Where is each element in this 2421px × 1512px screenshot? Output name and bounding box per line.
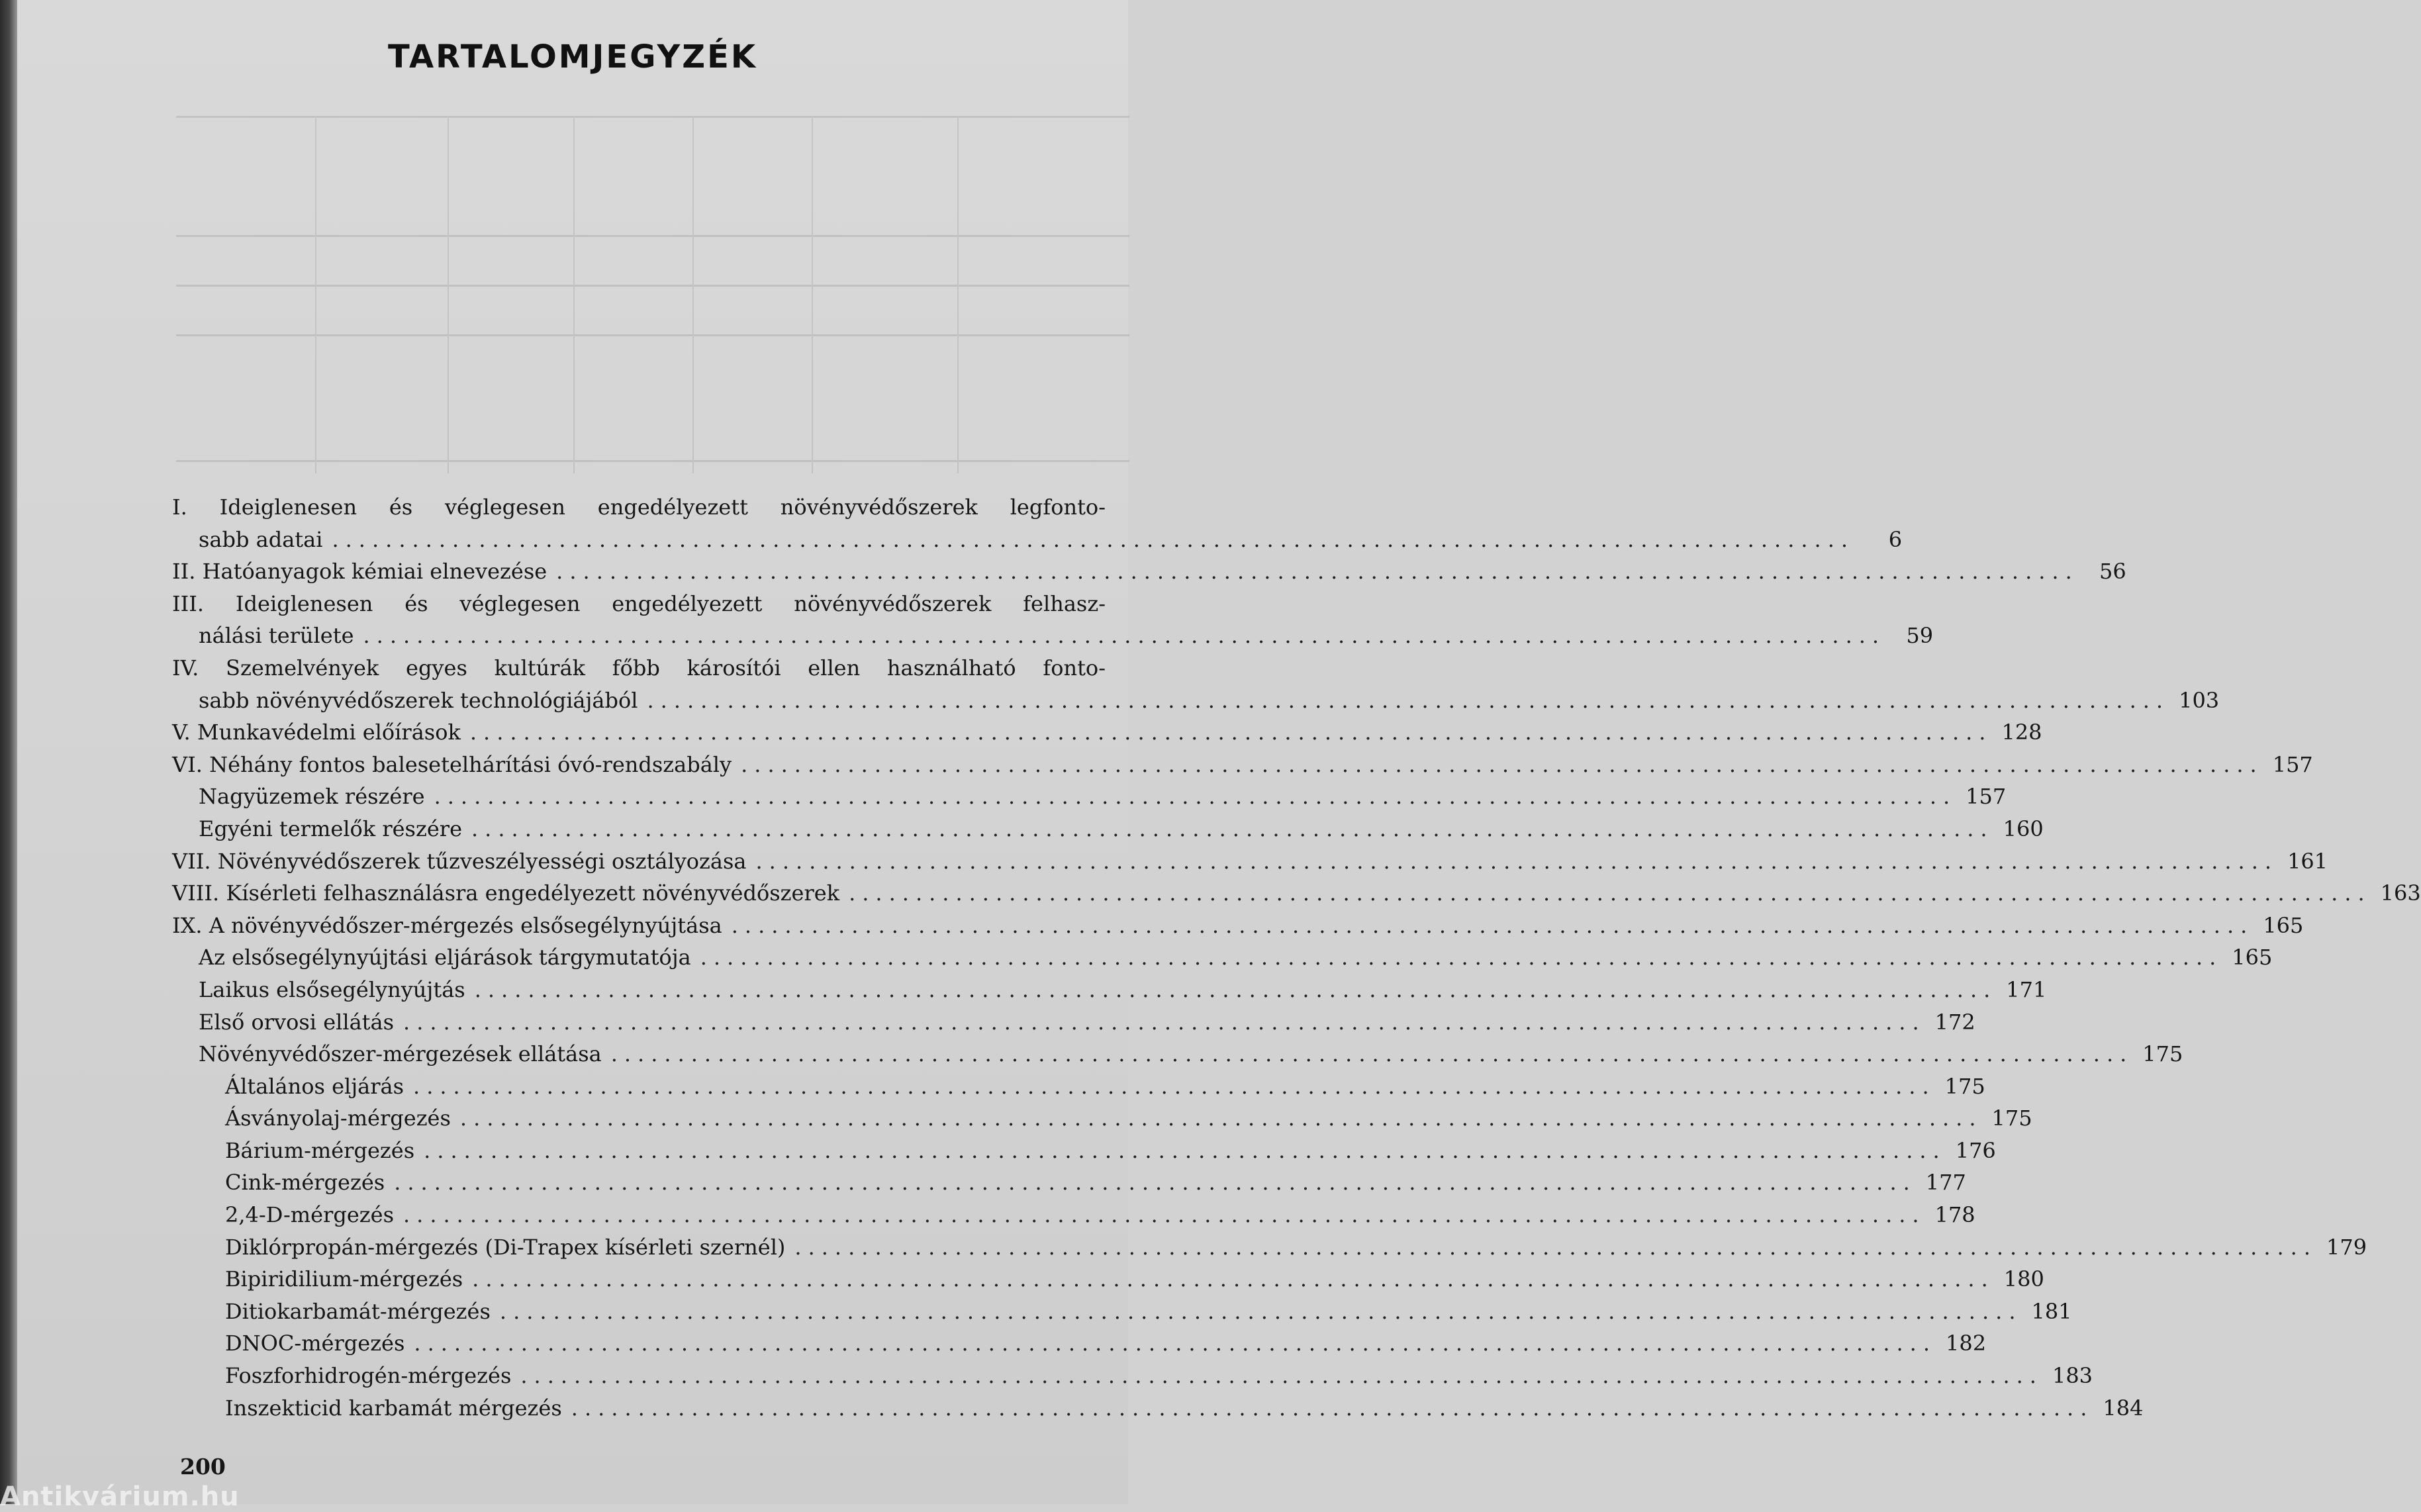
toc-entry-first-line: IV. Szemelvények egyes kultúrák főbb károsítói ellen használható fonto- — [172, 655, 1106, 681]
toc-page-number: 128 — [2001, 720, 2042, 745]
dot-leader: .................................................................................................................. — [403, 1009, 1926, 1035]
toc-page-number: 175 — [1944, 1073, 1985, 1099]
toc-page-number: 180 — [2003, 1266, 2044, 1292]
dot-leader: .................................................................................................................. — [571, 1395, 2094, 1421]
toc-page-number: 175 — [1991, 1106, 2032, 1131]
dot-leader: .................................................................................................................. — [459, 1106, 1983, 1131]
toc-entry-label: Diklórpropán-mérgezés (Di-Trapex kísérleti szernél) — [225, 1234, 786, 1260]
dot-leader: .................................................................................................................. — [472, 1266, 1995, 1292]
dot-leader: .................................................................................................................. — [332, 526, 1855, 552]
toc-entry-label: Ásványolaj-mérgezés — [225, 1106, 451, 1131]
dot-leader: .................................................................................................................. — [647, 687, 2170, 713]
dot-leader: .................................................................................................................. — [794, 1234, 2317, 1260]
toc-entry-first-line: III. Ideiglenesen és véglegesen engedélyezett növényvédőszerek felhasz- — [172, 591, 1106, 616]
toc-subsubentry — [172, 1327, 1987, 1360]
toc-subsubentry — [172, 1296, 2072, 1328]
dot-leader: .................................................................................................................. — [849, 880, 2371, 906]
dot-leader: .................................................................................................................. — [434, 784, 1957, 810]
dot-leader: .................................................................................................................. — [403, 1202, 1926, 1228]
toc-entry-label: Első orvosi ellátás — [199, 1009, 395, 1035]
toc-page-number: 178 — [1934, 1202, 1975, 1228]
dot-leader: .................................................................................................................. — [424, 1137, 1946, 1163]
toc-entry-label: Cink-mérgezés — [225, 1170, 385, 1196]
toc-subentry — [172, 1038, 2183, 1070]
toc-entry — [172, 845, 2328, 878]
toc-entry-label: Foszforhidrogén-mérgezés — [225, 1363, 512, 1389]
toc-page-number: 181 — [2031, 1298, 2072, 1324]
toc-page-number: 165 — [2232, 945, 2273, 970]
toc-entry-label: sabb növényvédőszerek technológiájából — [199, 687, 638, 713]
dot-leader: .................................................................................................................. — [469, 720, 1993, 745]
toc-page-number: 184 — [2103, 1395, 2144, 1421]
toc-entry-first-line: I. Ideiglenesen és véglegesen engedélyezett növényvédőszerek legfonto- — [172, 495, 1106, 520]
dot-leader: .................................................................................................................. — [413, 1073, 1936, 1099]
toc-entry — [172, 716, 2042, 749]
page-number: 200 — [180, 1454, 226, 1480]
dot-leader: .................................................................................................................. — [741, 751, 2263, 777]
toc-entry-label: Bárium-mérgezés — [225, 1137, 415, 1163]
toc-entry — [172, 588, 1934, 652]
toc-page-number: 157 — [1966, 784, 2007, 810]
toc-subsubentry — [172, 1166, 1966, 1199]
toc-subsubentry — [172, 1102, 2032, 1135]
toc-entry — [172, 877, 2421, 910]
toc-entry — [172, 555, 2126, 588]
toc-page-number: 183 — [2052, 1363, 2093, 1389]
toc-page-number: 56 — [2099, 559, 2126, 585]
toc-page-number: 175 — [2142, 1041, 2183, 1067]
toc-page-number: 171 — [2006, 976, 2047, 1002]
toc-subsubentry — [172, 1263, 2044, 1296]
toc-page-number: 59 — [1906, 623, 1934, 649]
toc-entry — [172, 910, 2304, 942]
toc-page-number: 176 — [1955, 1137, 1996, 1163]
toc-entry-label: Általános eljárás — [225, 1073, 404, 1099]
toc-page-number: 165 — [2263, 912, 2304, 938]
dot-leader: .................................................................................................................. — [471, 816, 1994, 841]
toc-entry-label: VIII. Kísérleti felhasználásra engedélyezett növényvédőszerek — [172, 880, 840, 906]
dot-leader: .................................................................................................................. — [556, 559, 2079, 585]
dot-leader: .................................................................................................................. — [755, 848, 2279, 874]
toc-entry-label: V. Munkavédelmi előírások — [172, 720, 461, 745]
toc-subsubentry — [172, 1135, 1996, 1167]
toc-entry-label: IX. A növényvédőszer-mérgezés elsősegélynyújtása — [172, 912, 722, 938]
toc-entry-label: VII. Növényvédőszerek tűzveszélyességi osztályozása — [172, 848, 747, 874]
toc-subentry — [172, 813, 2044, 845]
dot-leader: .................................................................................................................. — [499, 1298, 2022, 1324]
toc-entry-label: Bipiridilium-mérgezés — [225, 1266, 463, 1292]
table-of-contents — [172, 491, 2421, 1424]
toc-subentry — [172, 780, 2007, 813]
toc-page-number: 163 — [2380, 880, 2421, 906]
toc-entry-label: nálási területe — [199, 623, 354, 649]
dot-leader: .................................................................................................................. — [363, 623, 1886, 649]
toc-page-number: 177 — [1925, 1170, 1966, 1196]
toc-subsubentry — [172, 1231, 2367, 1264]
toc-entry-label: sabb adatai — [199, 526, 323, 552]
toc-entry-label: Nagyüzemek részére — [199, 784, 425, 810]
toc-entry-label: Növényvédőszer-mérgezések ellátása — [199, 1041, 602, 1067]
dot-leader: .................................................................................................................. — [414, 1331, 1936, 1356]
toc-entry-label: Ditiokarbamát-mérgezés — [225, 1298, 491, 1324]
book-page — [17, 0, 2421, 1504]
toc-page-number: 157 — [2272, 751, 2313, 777]
toc-subentry — [172, 974, 2047, 1006]
toc-subentry — [172, 941, 2273, 974]
bleed-through-table — [176, 116, 1129, 473]
toc-page-number: 160 — [2003, 816, 2044, 841]
toc-entry — [172, 652, 2220, 716]
toc-subsubentry — [172, 1070, 1985, 1103]
toc-entry — [172, 749, 2313, 781]
toc-page-number: 172 — [1934, 1009, 1975, 1035]
dot-leader: .................................................................................................................. — [610, 1041, 2134, 1067]
toc-entry — [172, 491, 1903, 555]
toc-page-number: 161 — [2287, 848, 2328, 874]
toc-entry-label: Egyéni termelők részére — [199, 816, 462, 841]
toc-entry-label: Az elsősegélynyújtási eljárások tárgymutatója — [199, 945, 691, 970]
toc-entry-label: Laikus elsősegélynyújtás — [199, 976, 465, 1002]
dot-leader: .................................................................................................................. — [474, 976, 1997, 1002]
toc-page-number: 6 — [1888, 526, 1903, 552]
page-title: TARTALOMJEGYZÉK — [387, 38, 758, 75]
toc-entry-label: DNOC-mérgezés — [225, 1331, 405, 1356]
toc-subentry — [172, 1006, 1975, 1039]
dot-leader: .................................................................................................................. — [394, 1170, 1917, 1196]
dot-leader: .................................................................................................................. — [520, 1363, 2043, 1389]
toc-page-number: 182 — [1946, 1331, 1987, 1356]
toc-subsubentry — [172, 1360, 2093, 1392]
watermark: Antikvárium.hu — [0, 1482, 240, 1512]
toc-subsubentry — [172, 1392, 2144, 1425]
toc-entry-label: Inszekticid karbamát mérgezés — [225, 1395, 562, 1421]
toc-entry-label: II. Hatóanyagok kémiai elnevezése — [172, 559, 547, 585]
toc-entry-label: 2,4-D-mérgezés — [225, 1202, 394, 1228]
toc-page-number: 179 — [2326, 1234, 2367, 1260]
book-spine-edge — [0, 0, 17, 1504]
toc-page-number: 103 — [2179, 687, 2220, 713]
dot-leader: .................................................................................................................. — [700, 945, 2223, 970]
toc-subsubentry — [172, 1199, 1975, 1231]
toc-entry-label: VI. Néhány fontos balesetelhárítási óvó-rendszabály — [172, 751, 732, 777]
dot-leader: .................................................................................................................. — [731, 912, 2254, 938]
